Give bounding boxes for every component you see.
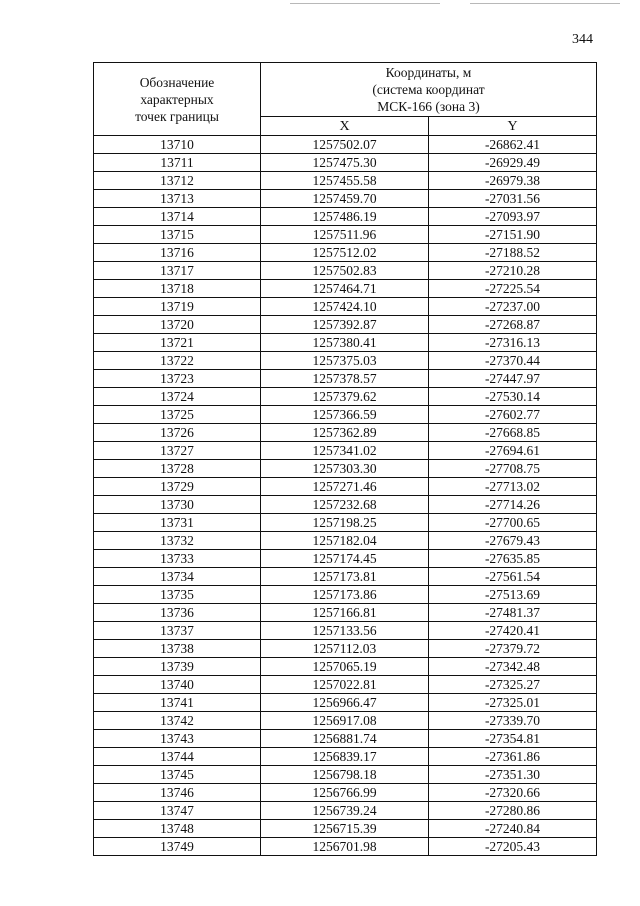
x-coordinate-cell: 1257512.02 bbox=[261, 244, 429, 262]
y-coordinate-cell: -27210.28 bbox=[429, 262, 597, 280]
table-row bbox=[94, 406, 597, 424]
point-id-cell: 13732 bbox=[94, 532, 261, 550]
table-row bbox=[94, 370, 597, 388]
header-coordinates bbox=[261, 63, 597, 117]
x-coordinate-cell: 1256839.17 bbox=[261, 748, 429, 766]
y-coordinate-cell: -27316.13 bbox=[429, 334, 597, 352]
point-id-cell: 13710 bbox=[94, 136, 261, 154]
point-id-cell: 13733 bbox=[94, 550, 261, 568]
table-row bbox=[94, 820, 597, 838]
x-coordinate-cell: 1257362.89 bbox=[261, 424, 429, 442]
table-row bbox=[94, 784, 597, 802]
x-coordinate-cell: 1257455.58 bbox=[261, 172, 429, 190]
x-coordinate-cell: 1257475.30 bbox=[261, 154, 429, 172]
header-points bbox=[94, 63, 261, 136]
table-row bbox=[94, 676, 597, 694]
y-coordinate-cell: -27205.43 bbox=[429, 838, 597, 856]
x-coordinate-cell: 1256966.47 bbox=[261, 694, 429, 712]
table-row bbox=[94, 478, 597, 496]
y-coordinate-cell: -27708.75 bbox=[429, 460, 597, 478]
point-id-cell: 13746 bbox=[94, 784, 261, 802]
y-coordinate-cell: -26979.38 bbox=[429, 172, 597, 190]
table-row bbox=[94, 244, 597, 262]
table-row bbox=[94, 496, 597, 514]
y-coordinate-cell: -27602.77 bbox=[429, 406, 597, 424]
point-id-cell: 13748 bbox=[94, 820, 261, 838]
point-id-cell: 13716 bbox=[94, 244, 261, 262]
y-coordinate-cell: -27342.48 bbox=[429, 658, 597, 676]
table-row bbox=[94, 604, 597, 622]
y-coordinate-cell: -27361.86 bbox=[429, 748, 597, 766]
x-coordinate-cell: 1257459.70 bbox=[261, 190, 429, 208]
x-coordinate-cell: 1257174.45 bbox=[261, 550, 429, 568]
table-row bbox=[94, 514, 597, 532]
y-coordinate-cell: -27240.84 bbox=[429, 820, 597, 838]
table-row bbox=[94, 712, 597, 730]
table-row bbox=[94, 136, 597, 154]
y-coordinate-cell: -27481.37 bbox=[429, 604, 597, 622]
header-points-line: точек границы bbox=[135, 108, 219, 124]
point-id-cell: 13737 bbox=[94, 622, 261, 640]
point-id-cell: 13721 bbox=[94, 334, 261, 352]
point-id-cell: 13743 bbox=[94, 730, 261, 748]
table-row bbox=[94, 586, 597, 604]
y-coordinate-cell: -27635.85 bbox=[429, 550, 597, 568]
y-coordinate-cell: -26929.49 bbox=[429, 154, 597, 172]
point-id-cell: 13720 bbox=[94, 316, 261, 334]
point-id-cell: 13739 bbox=[94, 658, 261, 676]
y-coordinate-cell: -27351.30 bbox=[429, 766, 597, 784]
point-id-cell: 13740 bbox=[94, 676, 261, 694]
point-id-cell: 13728 bbox=[94, 460, 261, 478]
y-coordinate-cell: -27714.26 bbox=[429, 496, 597, 514]
table-row bbox=[94, 730, 597, 748]
point-id-cell: 13729 bbox=[94, 478, 261, 496]
x-coordinate-cell: 1257378.57 bbox=[261, 370, 429, 388]
scan-artifact-rule-left bbox=[290, 3, 440, 4]
x-coordinate-cell: 1257166.81 bbox=[261, 604, 429, 622]
table-row bbox=[94, 748, 597, 766]
y-coordinate-cell: -27320.66 bbox=[429, 784, 597, 802]
point-id-cell: 13714 bbox=[94, 208, 261, 226]
y-coordinate-cell: -27370.44 bbox=[429, 352, 597, 370]
point-id-cell: 13744 bbox=[94, 748, 261, 766]
x-coordinate-cell: 1256715.39 bbox=[261, 820, 429, 838]
point-id-cell: 13726 bbox=[94, 424, 261, 442]
point-id-cell: 13723 bbox=[94, 370, 261, 388]
point-id-cell: 13747 bbox=[94, 802, 261, 820]
header-coordinates-line: Координаты, м bbox=[385, 65, 472, 81]
table-row bbox=[94, 262, 597, 280]
y-coordinate-cell: -27700.65 bbox=[429, 514, 597, 532]
x-coordinate-cell: 1257366.59 bbox=[261, 406, 429, 424]
y-coordinate-cell: -27339.70 bbox=[429, 712, 597, 730]
x-coordinate-cell: 1257232.68 bbox=[261, 496, 429, 514]
table-row bbox=[94, 442, 597, 460]
table-row bbox=[94, 802, 597, 820]
table-row bbox=[94, 172, 597, 190]
table-row bbox=[94, 568, 597, 586]
x-coordinate-cell: 1257112.03 bbox=[261, 640, 429, 658]
point-id-cell: 13722 bbox=[94, 352, 261, 370]
table-row bbox=[94, 622, 597, 640]
header-y: Y bbox=[429, 117, 597, 136]
x-coordinate-cell: 1256917.08 bbox=[261, 712, 429, 730]
scan-artifact-rule-right bbox=[470, 3, 620, 4]
x-coordinate-cell: 1257271.46 bbox=[261, 478, 429, 496]
x-coordinate-cell: 1257303.30 bbox=[261, 460, 429, 478]
x-coordinate-cell: 1257341.02 bbox=[261, 442, 429, 460]
y-coordinate-cell: -27513.69 bbox=[429, 586, 597, 604]
x-coordinate-cell: 1256766.99 bbox=[261, 784, 429, 802]
y-coordinate-cell: -27188.52 bbox=[429, 244, 597, 262]
x-coordinate-cell: 1257065.19 bbox=[261, 658, 429, 676]
y-coordinate-cell: -27561.54 bbox=[429, 568, 597, 586]
table-row bbox=[94, 640, 597, 658]
x-coordinate-cell: 1256701.98 bbox=[261, 838, 429, 856]
point-id-cell: 13730 bbox=[94, 496, 261, 514]
page-number: 344 bbox=[572, 32, 593, 47]
y-coordinate-cell: -27151.90 bbox=[429, 226, 597, 244]
table-row bbox=[94, 550, 597, 568]
x-coordinate-cell: 1257380.41 bbox=[261, 334, 429, 352]
x-coordinate-cell: 1257198.25 bbox=[261, 514, 429, 532]
y-coordinate-cell: -27530.14 bbox=[429, 388, 597, 406]
header-x: X bbox=[261, 117, 429, 136]
x-coordinate-cell: 1256739.24 bbox=[261, 802, 429, 820]
y-coordinate-cell: -27379.72 bbox=[429, 640, 597, 658]
x-coordinate-cell: 1257133.56 bbox=[261, 622, 429, 640]
y-coordinate-cell: -27031.56 bbox=[429, 190, 597, 208]
table-row bbox=[94, 226, 597, 244]
point-id-cell: 13711 bbox=[94, 154, 261, 172]
table-row bbox=[94, 334, 597, 352]
table-row bbox=[94, 388, 597, 406]
x-coordinate-cell: 1257502.07 bbox=[261, 136, 429, 154]
point-id-cell: 13712 bbox=[94, 172, 261, 190]
point-id-cell: 13734 bbox=[94, 568, 261, 586]
point-id-cell: 13715 bbox=[94, 226, 261, 244]
table-row bbox=[94, 280, 597, 298]
y-coordinate-cell: -26862.41 bbox=[429, 136, 597, 154]
y-coordinate-cell: -27280.86 bbox=[429, 802, 597, 820]
x-coordinate-cell: 1257502.83 bbox=[261, 262, 429, 280]
x-coordinate-cell: 1257182.04 bbox=[261, 532, 429, 550]
x-coordinate-cell: 1257375.03 bbox=[261, 352, 429, 370]
point-id-cell: 13731 bbox=[94, 514, 261, 532]
header-coordinates-line: МСК-166 (зона 3) bbox=[377, 99, 480, 115]
y-coordinate-cell: -27325.01 bbox=[429, 694, 597, 712]
y-coordinate-cell: -27679.43 bbox=[429, 532, 597, 550]
point-id-cell: 13725 bbox=[94, 406, 261, 424]
table-row bbox=[94, 316, 597, 334]
table-row bbox=[94, 460, 597, 478]
x-coordinate-cell: 1257424.10 bbox=[261, 298, 429, 316]
x-coordinate-cell: 1257392.87 bbox=[261, 316, 429, 334]
coordinates-table bbox=[93, 62, 597, 856]
point-id-cell: 13735 bbox=[94, 586, 261, 604]
x-coordinate-cell: 1257379.62 bbox=[261, 388, 429, 406]
table-row bbox=[94, 352, 597, 370]
table-body bbox=[94, 136, 597, 856]
x-coordinate-cell: 1256881.74 bbox=[261, 730, 429, 748]
x-coordinate-cell: 1257511.96 bbox=[261, 226, 429, 244]
x-coordinate-cell: 1257486.19 bbox=[261, 208, 429, 226]
table-row bbox=[94, 190, 597, 208]
point-id-cell: 13749 bbox=[94, 838, 261, 856]
x-coordinate-cell: 1257173.81 bbox=[261, 568, 429, 586]
point-id-cell: 13718 bbox=[94, 280, 261, 298]
header-points-line: характерных bbox=[140, 91, 214, 107]
point-id-cell: 13741 bbox=[94, 694, 261, 712]
x-coordinate-cell: 1257173.86 bbox=[261, 586, 429, 604]
x-coordinate-cell: 1257464.71 bbox=[261, 280, 429, 298]
table-row bbox=[94, 154, 597, 172]
y-coordinate-cell: -27713.02 bbox=[429, 478, 597, 496]
y-coordinate-cell: -27668.85 bbox=[429, 424, 597, 442]
table-row bbox=[94, 694, 597, 712]
table-row bbox=[94, 298, 597, 316]
table-row bbox=[94, 208, 597, 226]
y-coordinate-cell: -27325.27 bbox=[429, 676, 597, 694]
x-coordinate-cell: 1257022.81 bbox=[261, 676, 429, 694]
point-id-cell: 13742 bbox=[94, 712, 261, 730]
point-id-cell: 13719 bbox=[94, 298, 261, 316]
point-id-cell: 13738 bbox=[94, 640, 261, 658]
table-row bbox=[94, 766, 597, 784]
y-coordinate-cell: -27694.61 bbox=[429, 442, 597, 460]
header-points-line: Обозначение bbox=[139, 74, 215, 90]
table-row bbox=[94, 532, 597, 550]
point-id-cell: 13727 bbox=[94, 442, 261, 460]
y-coordinate-cell: -27093.97 bbox=[429, 208, 597, 226]
point-id-cell: 13724 bbox=[94, 388, 261, 406]
table-row bbox=[94, 838, 597, 856]
point-id-cell: 13745 bbox=[94, 766, 261, 784]
y-coordinate-cell: -27420.41 bbox=[429, 622, 597, 640]
point-id-cell: 13717 bbox=[94, 262, 261, 280]
y-coordinate-cell: -27268.87 bbox=[429, 316, 597, 334]
y-coordinate-cell: -27447.97 bbox=[429, 370, 597, 388]
table-row bbox=[94, 424, 597, 442]
point-id-cell: 13713 bbox=[94, 190, 261, 208]
point-id-cell: 13736 bbox=[94, 604, 261, 622]
table-row bbox=[94, 658, 597, 676]
x-coordinate-cell: 1256798.18 bbox=[261, 766, 429, 784]
y-coordinate-cell: -27225.54 bbox=[429, 280, 597, 298]
header-coordinates-line: (система координат bbox=[372, 82, 485, 98]
y-coordinate-cell: -27237.00 bbox=[429, 298, 597, 316]
y-coordinate-cell: -27354.81 bbox=[429, 730, 597, 748]
